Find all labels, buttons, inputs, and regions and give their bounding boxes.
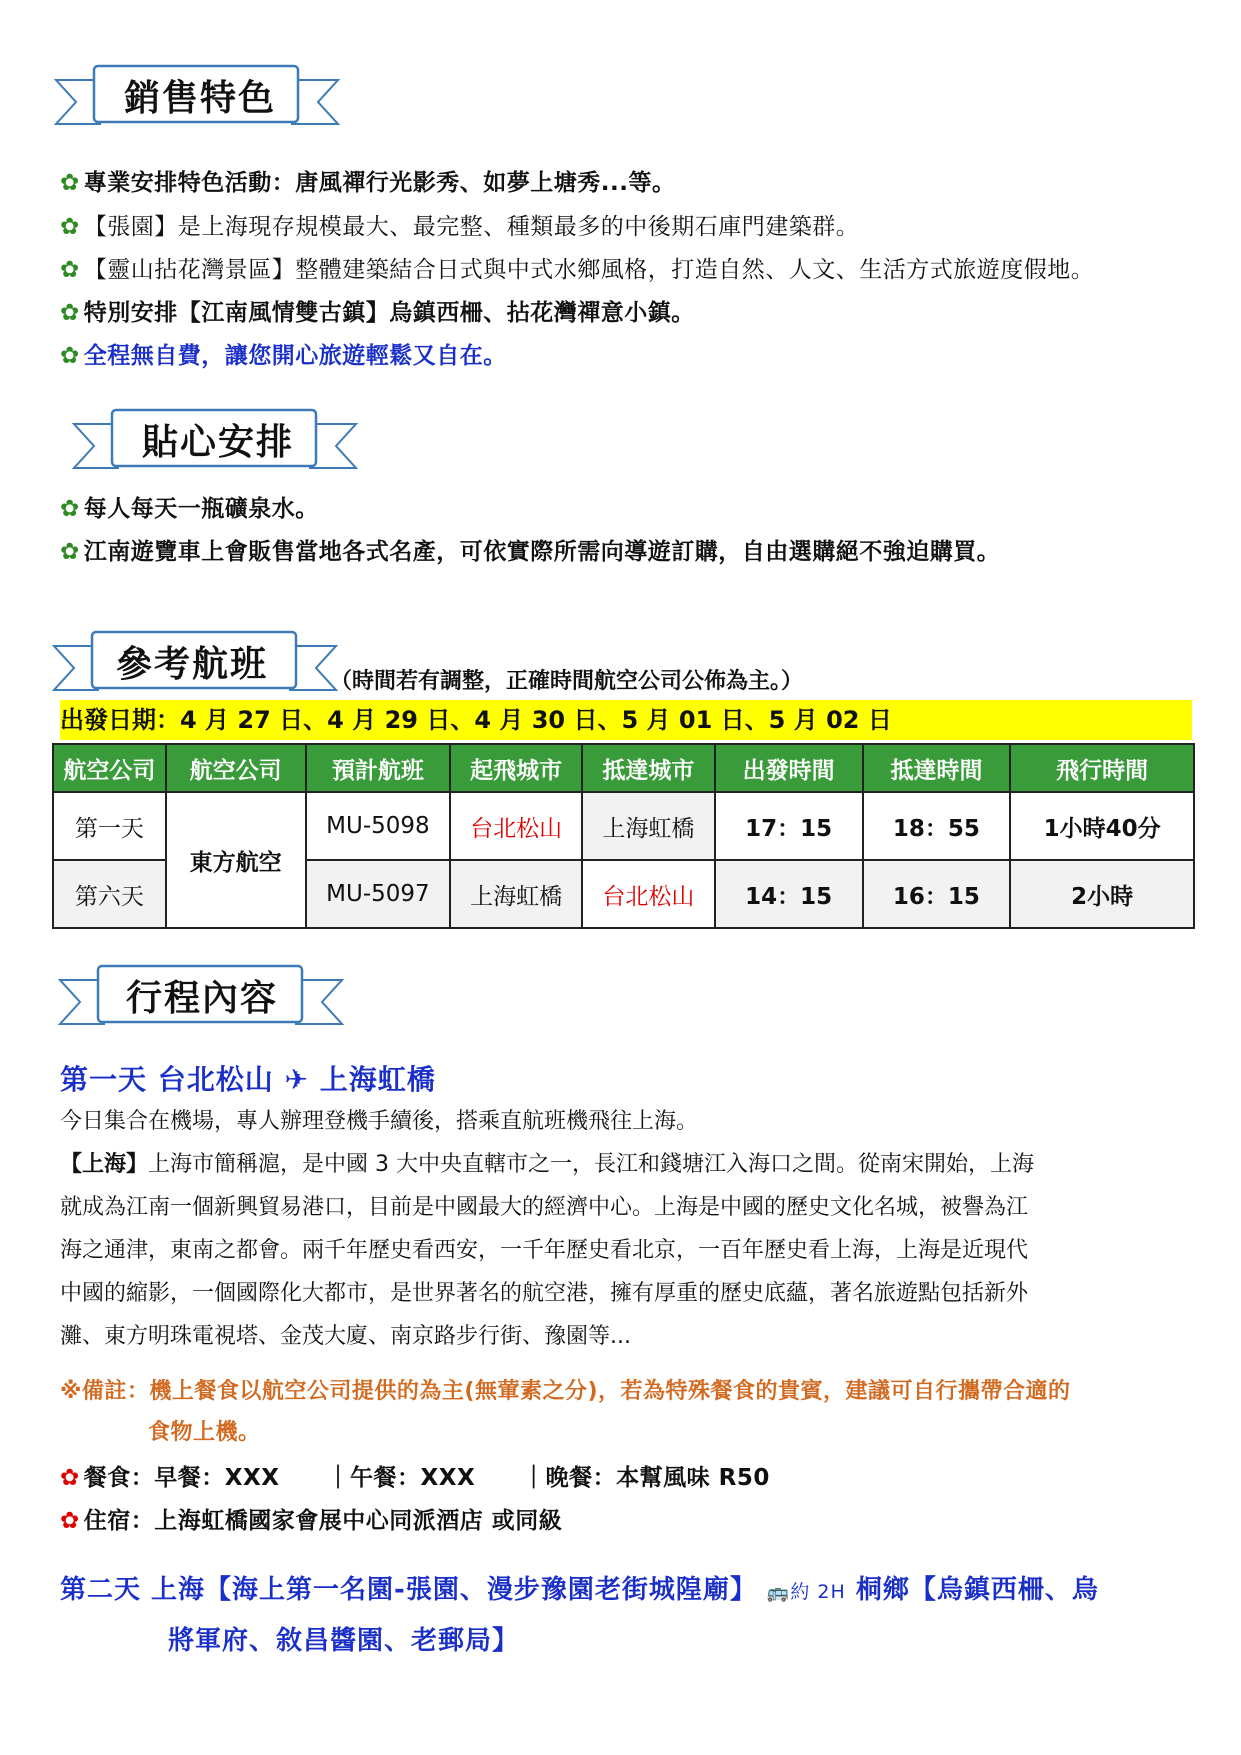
care-item: ✿ 每人每天一瓶礦泉水。 <box>60 496 319 522</box>
section-title: 貼心安排 <box>142 422 295 463</box>
shanghai-label: 【上海】 <box>60 1152 149 1177</box>
flight-table <box>52 743 1195 929</box>
table-header: 預計航班 <box>306 744 451 792</box>
table-cell-flight: MU-5097 <box>306 860 451 928</box>
table-cell-from: 台北松山 <box>450 792 582 860</box>
feature-item: ✿ 全程無自費，讓您開心旅遊輕鬆又自在。 <box>60 343 507 369</box>
bus-icon: 🚌 <box>766 1582 791 1603</box>
table-header: 起飛城市 <box>450 744 582 792</box>
table-cell-to: 上海虹橋 <box>582 792 715 860</box>
shanghai-paragraph: 【上海】上海市簡稱滬，是中國 3 大中央直轄市之一，長江和錢塘江入海口之間。從南宋開始，上海 <box>60 1152 1035 1177</box>
hotel: ✿ 住宿：上海虹橋國家會展中心同派酒店 或同級 <box>60 1508 563 1534</box>
flower-icon: ✿ <box>60 257 80 283</box>
table-header: 飛行時間 <box>1010 744 1194 792</box>
day2-title-continued: 將軍府、敘昌醬園、老郵局】 <box>168 1626 520 1656</box>
table-header: 航空公司 <box>53 744 166 792</box>
table-header-row <box>53 744 1194 792</box>
day1-body: 今日集合在機場，專人辦理登機手續後，搭乘直航班機飛往上海。 【上海】上海市簡稱滬，是中國 3 大中央直轄市之一，長江和錢塘江入海口之間。從南宋開始，上海 就成為江南一個新興貿易港口，目前是中國最大的經濟中心。上海是中國的歷史文化名城，被譽為江 海之通津，東南之都會。兩千年歷史看西安，一千年歷史看北京，一百年歷史看上海，上海是近現代 中國的縮影，一個國際化大都市，是世界著名的航空港，擁有厚重的歷史底蘊，著名旅遊點包括新外 灘、東方明珠電視塔、金茂大廈、南京路步行街、豫園等... <box>60 1100 1180 1358</box>
section-banner-care <box>70 406 360 482</box>
table-header: 出發時間 <box>715 744 863 792</box>
flower-icon: ✿ <box>60 1508 80 1534</box>
flower-icon: ✿ <box>60 1465 80 1491</box>
section-banner-features <box>52 62 342 138</box>
table-cell-airline: 東方航空 <box>166 792 306 928</box>
feature-item: ✿ 專業安排特色活動：唐風禪行光影秀、如夢上塘秀...等。 <box>60 170 676 196</box>
table-cell-to: 台北松山 <box>582 860 715 928</box>
table-header: 航空公司 <box>166 744 306 792</box>
table-cell-arr: 16：15 <box>863 860 1011 928</box>
departure-dates: 出發日期：4 月 27 日、4 月 29 日、4 月 30 日、5 月 01 日、5 月 02 日 <box>60 700 1192 740</box>
table-cell-day: 第六天 <box>53 860 166 928</box>
day1-intro: 今日集合在機場，專人辦理登機手續後，搭乘直航班機飛往上海。 <box>60 1109 699 1134</box>
meals: ✿ 餐食：早餐：XXX ｜午餐：XXX ｜晚餐：本幫風味 R50 <box>60 1465 770 1491</box>
flower-icon: ✿ <box>60 343 80 369</box>
flower-icon: ✿ <box>60 170 80 196</box>
table-cell-dep: 17：15 <box>715 792 863 860</box>
section-title: 行程內容 <box>126 978 279 1019</box>
flight-note: （時間若有調整，正確時間航空公司公佈為主。） <box>330 669 804 694</box>
table-cell-arr: 18：55 <box>863 792 1011 860</box>
flower-icon: ✿ <box>60 539 80 565</box>
care-item: ✿ 江南遊覽車上會販售當地各式名產，可依實際所需向導遊訂購，自由選購絕不強迫購買。 <box>60 539 1001 565</box>
table-cell-dep: 14：15 <box>715 860 863 928</box>
feature-item: ✿ 特別安排【江南風情雙古鎮】烏鎮西柵、拈花灣禪意小鎮。 <box>60 300 695 326</box>
table-cell-flight: MU-5098 <box>306 792 451 860</box>
section-title: 參考航班 <box>116 644 269 685</box>
table-row <box>53 792 1194 860</box>
section-title: 銷售特色 <box>124 78 277 119</box>
table-cell-dur: 2小時 <box>1010 860 1194 928</box>
table-header: 抵達時間 <box>863 744 1011 792</box>
remark-continued: 食物上機。 <box>148 1420 261 1445</box>
table-cell-dur: 1小時40分 <box>1010 792 1194 860</box>
remark: ※備註：機上餐食以航空公司提供的為主(無葷素之分)，若為特殊餐食的貴賓，建議可自行攜帶合適的 <box>60 1379 1071 1404</box>
flower-icon: ✿ <box>60 214 80 240</box>
table-cell-from: 上海虹橋 <box>450 860 582 928</box>
feature-item: ✿ 【靈山拈花灣景區】整體建築結合日式與中式水鄉風格，打造自然、人文、生活方式旅遊度假地。 <box>60 257 1095 283</box>
day1-title: 第一天 台北松山 ✈ 上海虹橋 <box>60 1063 436 1096</box>
day2-title: 第二天 上海【海上第一名園-張園、漫步豫園老街城隍廟】 🚌約 2H 桐鄉【烏鎮西柵、烏 <box>60 1575 1099 1605</box>
section-banner-flights <box>50 628 340 704</box>
flower-icon: ✿ <box>60 496 80 522</box>
table-cell-day: 第一天 <box>53 792 166 860</box>
feature-item: ✿ 【張園】是上海現存規模最大、最完整、種類最多的中後期石庫門建築群。 <box>60 214 860 240</box>
table-header: 抵達城市 <box>582 744 715 792</box>
section-banner-itinerary <box>56 962 346 1038</box>
flower-icon: ✿ <box>60 300 80 326</box>
